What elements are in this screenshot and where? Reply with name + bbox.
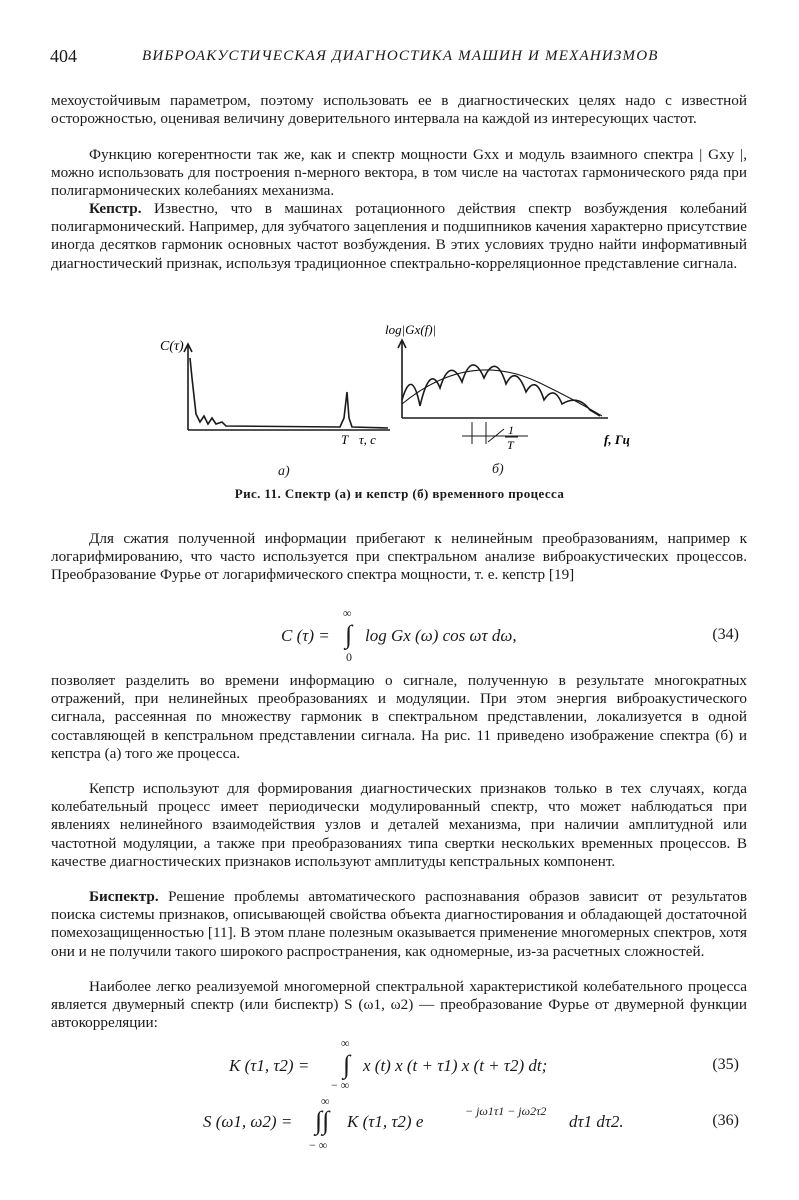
figure-11 <box>150 318 670 483</box>
paragraph-4: Для сжатия полученной информации прибегают к нелинейным преобразованиям, например к логарифмированию, что часто используется при спектральном анализе виброакустических процессов. Преобразование Фурье от логарифмического спектра мощности, т. е. кепстр [19] <box>51 530 747 584</box>
cepstrum-text: Известно, что в машинах ротационного действия спектр возбуждения колебаний полигармонический. Например, для зубчатого зацепления и подшипников качения характерно присутствие иногда десятков гармоник основных частот возбуждения. В этих условиях трудно найти информативный диагностический признак, используя традиционное спектрально-корреляционное представление сигнала. <box>51 200 747 272</box>
bispectrum-text: Решение проблемы автоматического распознавания образов зависит от результатов поиска системы признаков, описывающей свойства объекта диагностирования и обладающей достаточной помехозащищенностью [11]. В этом плане полезным оказывается применение многомерных спектров, хотя они и не получили такого широкого распространения, как одномерные, из-за расчетных сложностей. <box>51 888 747 960</box>
equation-34 <box>51 606 747 668</box>
eq36-double-integral-sign: ∫∫ <box>315 1106 330 1135</box>
eq36-upper-limit: ∞ <box>321 1094 330 1108</box>
cepstrum-plot <box>184 344 390 430</box>
equation-36 <box>51 1094 747 1156</box>
page-number: 404 <box>50 46 77 66</box>
eq36-number: (36) <box>712 1112 739 1129</box>
cepstrum-peak-label: T <box>341 432 349 447</box>
spectrum-plot <box>398 340 608 444</box>
spectrum-harmonics-curve <box>402 365 600 416</box>
eq34-lower-limit: 0 <box>346 650 352 664</box>
eq35-upper-limit: ∞ <box>341 1036 350 1050</box>
eq35-rhs: x (t) x (t + τ1) x (t + τ2) dt; <box>363 1056 548 1075</box>
eq34-upper-limit: ∞ <box>343 606 352 620</box>
equation-35 <box>51 1036 747 1092</box>
eq34-rhs: log Gx (ω) cos ωτ dω, <box>365 626 517 645</box>
paragraph-1: мехоустойчивым параметром, поэтому использовать ее в диагностических целях надо с известной осторожностью, оценивая величину доверительного интервала на каждой из интересующих частот. <box>51 92 747 128</box>
cepstrum-curve <box>190 358 388 428</box>
spectrum-x-label: f, Гц <box>604 432 630 447</box>
eq36-tail: dτ1 dτ2. <box>569 1112 624 1131</box>
eq34-number: (34) <box>712 626 739 643</box>
eq36-exponent: − jω1τ1 − jω2τ2 <box>465 1104 547 1118</box>
figure-label-b: б) <box>492 462 504 477</box>
figure-label-a: а) <box>278 464 290 479</box>
paragraph-8: Наиболее легко реализуемой многомерной спектральной характеристикой колебательного процесса является двумерный спектр (или биспектр) S (ω1, ω2) — преобразование Фурье от двумерной функции автокорреляции: <box>51 978 747 1032</box>
spectrum-spacing-num: 1 <box>508 423 514 437</box>
page-header <box>50 46 749 70</box>
bispectrum-heading: Биспектр. <box>89 888 159 905</box>
paragraph-bispectrum <box>51 888 747 961</box>
eq35-lower-limit: − ∞ <box>331 1078 350 1092</box>
paragraph-5: позволяет разделить во времени информацию о сигнале, полученную в результате многократных отражений, при нелинейных преобразованиях и модуляции. При этом энергия виброакустического сигнала, рассеянная по множеству гармоник в спектральном представлении, локализуется в одной составляющей в кепстральном представлении сигнала. На рис. 11 приведено изображение спектра (б) и кепстра (а) того же процесса. <box>51 672 747 762</box>
cepstrum-y-label: C(τ) <box>160 339 184 354</box>
paragraph-cepstrum <box>51 200 747 273</box>
eq36-lhs: S (ω1, ω2) = <box>203 1112 293 1131</box>
eq35-lhs: K (τ1, τ2) = <box>229 1056 310 1075</box>
eq34-integral-sign: ∫ <box>345 620 353 649</box>
figure-caption: Рис. 11. Спектр (а) и кепстр (б) временного процесса <box>234 486 565 501</box>
cepstrum-heading: Кепстр. <box>89 200 142 217</box>
paragraph-6: Кепстр используют для формирования диагностических признаков только в тех случаях, когда колебательный процесс имеет периодически модулированный спектр, что может наблюдаться при явлениях нелинейного взаимодействия узлов и деталей механизма, при наличии амплитудной или частотной модуляции, а также при преобразованиях типа свертки нескольких временных процессов. В качестве диагностических признаков используют амплитуды кепстральных компонент. <box>51 780 747 870</box>
eq34-lhs: C (τ) = <box>281 626 330 645</box>
eq36-lower-limit: − ∞ <box>309 1138 328 1152</box>
spectrum-envelope <box>402 370 602 416</box>
eq35-number: (35) <box>712 1056 739 1073</box>
cepstrum-x-label: τ, с <box>359 432 376 447</box>
paragraph-2: Функцию когерентности так же, как и спектр мощности Gxx и модуль взаимного спектра | Gxy |, можно использовать для построения n-мерного вектора, в том числе на частотах гармонического ряда при полигармонических колебаниях механизма. <box>51 146 747 200</box>
spectrum-spacing-den: T <box>507 438 514 452</box>
eq35-integral-sign: ∫ <box>343 1050 351 1079</box>
spectrum-y-label: log|Gx(f)| <box>385 322 437 337</box>
eq36-rhs: K (τ1, τ2) e <box>347 1112 424 1131</box>
running-title: ВИБРОАКУСТИЧЕСКАЯ ДИАГНОСТИКА МАШИН И МЕХАНИЗМОВ <box>142 48 659 64</box>
